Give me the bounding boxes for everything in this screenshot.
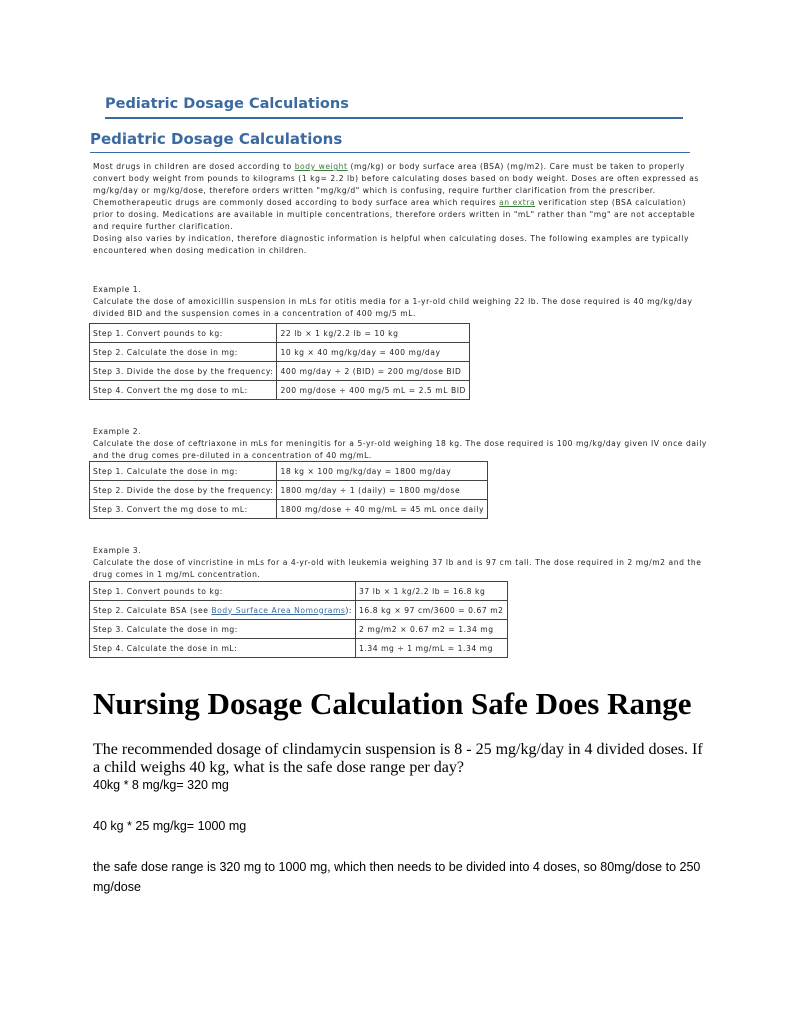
step-cell: Step 1. Convert pounds to kg:: [90, 582, 356, 601]
intro-paragraph-3: Dosing also varies by indication, therefore diagnostic information is helpful when calculating doses. The following examples are typically encountered when dosing medication in children.: [93, 234, 689, 255]
step-label-end: ):: [345, 605, 353, 615]
calc-cell: 400 mg/day ÷ 2 (BID) = 200 mg/dose BID: [277, 362, 469, 381]
table-row: [90, 500, 488, 519]
page-header-title: Pediatric Dosage Calculations: [105, 96, 683, 119]
nursing-answer: the safe dose range is 320 mg to 1000 mg, which then needs to be divided into 4 doses, so 80mg/dose to 250 mg/dose: [93, 860, 701, 894]
calc-cell: 37 lb × 1 kg/2.2 lb = 16.8 kg: [356, 582, 508, 601]
intro-p1-end: (mg/kg) or body surface area (BSA) (mg/m2). Care must be taken to properly convert body weight from pounds to kilograms (1 kg= 2.2 lb) before calculating doses based on body weight. Doses are often expressed as mg/kg/day or mg/kg/dose, therefore orders written "mg/kg/d" which is confusing, require further clarification from the prescriber.: [93, 162, 699, 195]
step-cell: Step 1. Calculate the dose in mg:: [90, 462, 277, 481]
example-2-text: [93, 426, 713, 462]
intro-p1-start: Most drugs in children are dosed according to: [93, 162, 295, 171]
nursing-question: The recommended dosage of clindamycin suspension is 8 - 25 mg/kg/day in 4 divided doses. If a child weighs 40 kg, what is the safe dose range per day?: [93, 741, 703, 776]
table-row: [90, 582, 508, 601]
calc-cell: 200 mg/dose ÷ 400 mg/5 mL = 2.5 mL BID: [277, 381, 469, 400]
step-cell: [90, 601, 356, 620]
table-row: [90, 343, 470, 362]
calc-cell: 1.34 mg ÷ 1 mg/mL = 1.34 mg: [356, 639, 508, 658]
section-title: Pediatric Dosage Calculations: [90, 130, 690, 153]
calc-low-dose: 40kg * 8 mg/kg= 320 mg: [93, 778, 229, 792]
intro-paragraph-2: [93, 197, 703, 233]
calc-cell: 1800 mg/day ÷ 1 (daily) = 1800 mg/dose: [277, 481, 488, 500]
intro-p2-start: Chemotherapeutic drugs are commonly dosed according to body surface area which requires: [93, 198, 500, 207]
step-cell: Step 2. Calculate the dose in mg:: [90, 343, 277, 362]
step-cell: Step 1. Convert pounds to kg:: [90, 324, 277, 343]
intro-p2-end: verification step (BSA calculation) prior to dosing. Medications are available in multiple concentrations, therefore orders written in "mL" rather than "mg" are not acceptable and require further clarification.: [93, 198, 696, 231]
table-row: [90, 639, 508, 658]
calc-cell: 10 kg × 40 mg/kg/day = 400 mg/day: [277, 343, 469, 362]
example-1-table: [89, 323, 470, 400]
table-row: [90, 481, 488, 500]
table-row: [90, 601, 508, 620]
body-weight-link[interactable]: body weight: [294, 162, 348, 171]
example-3-table: [89, 581, 508, 658]
table-row: [90, 362, 470, 381]
table-row: [90, 324, 470, 343]
calc-cell: 22 lb × 1 kg/2.2 lb = 10 kg: [277, 324, 469, 343]
extra-verification-link[interactable]: an extra: [499, 198, 536, 207]
step-cell: Step 2. Divide the dose by the frequency:: [90, 481, 277, 500]
calc-high-dose: 40 kg * 25 mg/kg= 1000 mg: [93, 819, 247, 833]
step-cell: Step 4. Calculate the dose in mL:: [90, 639, 356, 658]
step-cell: Step 3. Calculate the dose in mg:: [90, 620, 356, 639]
calc-cell: 1800 mg/dose ÷ 40 mg/mL = 45 mL once daily: [277, 500, 488, 519]
example-1-label: Example 1.: [93, 285, 142, 294]
bsa-nomograms-link[interactable]: Body Surface Area Nomograms: [211, 605, 346, 615]
example-2-description: Calculate the dose of ceftriaxone in mLs for meningitis for a 5-yr-old weighing 18 kg. The dose required is 100 mg/kg/day given IV once daily and the drug comes pre-diluted in a concentration of 40 mg/mL.: [93, 439, 707, 460]
step-label-start: Step 2. Calculate BSA (see: [93, 605, 212, 615]
table-row: [90, 462, 488, 481]
nursing-title: Nursing Dosage Calculation Safe Does Range: [93, 686, 692, 721]
example-3-label: Example 3.: [93, 546, 142, 555]
example-2-table: [89, 461, 488, 519]
step-cell: Step 3. Convert the mg dose to mL:: [90, 500, 277, 519]
step-cell: Step 3. Divide the dose by the frequency:: [90, 362, 277, 381]
example-2-label: Example 2.: [93, 427, 142, 436]
table-row: [90, 620, 508, 639]
calc-cell: 2 mg/m2 × 0.67 m2 = 1.34 mg: [356, 620, 508, 639]
example-1-text: [93, 284, 713, 320]
intro-paragraph-1: [93, 161, 703, 197]
example-3-text: [93, 545, 713, 581]
example-3-description: Calculate the dose of vincristine in mLs for a 4-yr-old with leukemia weighing 37 lb and is 97 cm tall. The dose required in 2 mg/m2 and the drug comes in 1 mg/mL concentration.: [93, 558, 702, 579]
table-row: [90, 381, 470, 400]
calc-cell: 18 kg × 100 mg/kg/day = 1800 mg/day: [277, 462, 488, 481]
example-1-description: Calculate the dose of amoxicillin suspension in mLs for otitis media for a 1-yr-old child weighing 22 lb. The dose required is 40 mg/kg/day divided BID and the suspension comes in a concentration of 400 mg/5 mL.: [93, 297, 693, 318]
step-cell: Step 4. Convert the mg dose to mL:: [90, 381, 277, 400]
intro-text: [93, 161, 703, 257]
calc-cell: 16.8 kg × 97 cm/3600 = 0.67 m2: [356, 601, 508, 620]
